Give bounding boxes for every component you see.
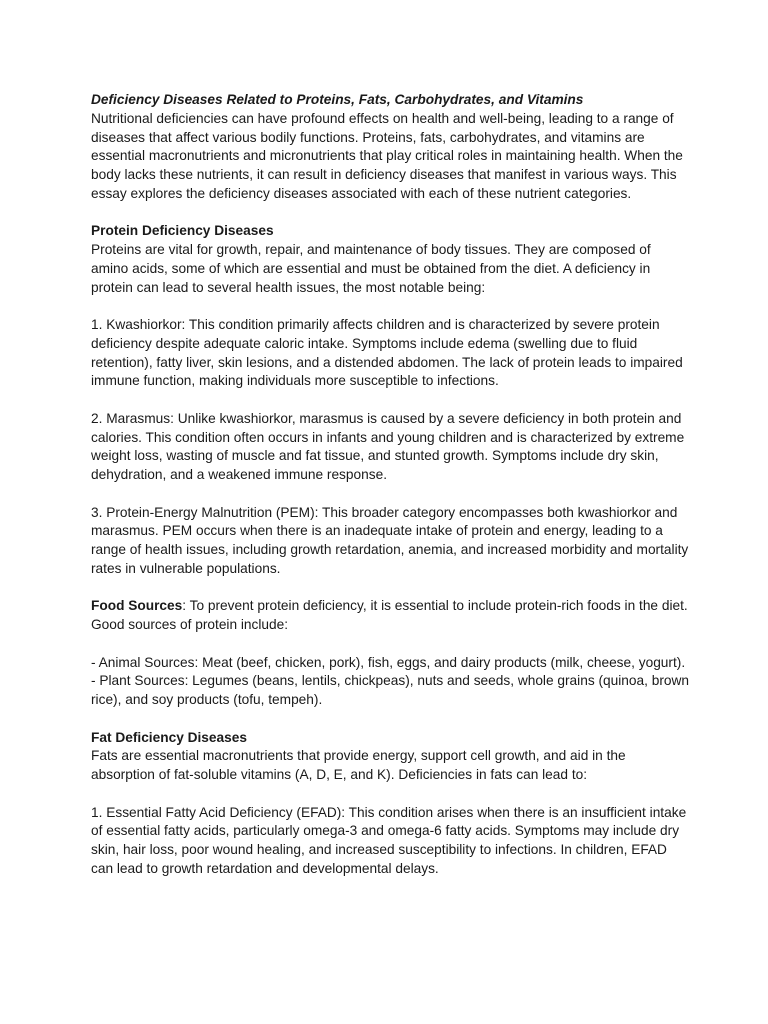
fat-intro-paragraph: Fats are essential macronutrients that provide energy, support cell growth, and aid in the absorption of fat-soluble vitamins (A, D, E, and K). Deficiencies in fats can lead to: — [91, 748, 626, 782]
protein-intro-paragraph: Proteins are vital for growth, repair, and maintenance of body tissues. They are composed of amino acids, some of which are essential and must be obtained from the diet. A deficiency in protein can lead to several health issues, the most notable being: — [91, 242, 651, 295]
intro-paragraph: Nutritional deficiencies can have profound effects on health and well-being, leading to a range of diseases that affect various bodily functions. Proteins, fats, carbohydrates, and vitamins are essential macronutrients and micronutrients that play critical roles in maintaining health. When the body lacks these nutrients, it can result in deficiency diseases that manifest in various ways. This essay explores the deficiency diseases associated with each of these nutrient categories. — [91, 110, 683, 201]
protein-section-heading: Protein Deficiency Diseases — [91, 223, 274, 239]
efad-paragraph: 1. Essential Fatty Acid Deficiency (EFAD): This condition arises when there is an insufficient intake of essential fatty acids, particularly omega-3 and omega-6 fatty acids. Symptoms may include dry skin, hair loss, poor wound healing, and increased susceptibility to infections. In children, EFAD can lead to growth retardation and developmental delays. — [91, 804, 687, 876]
food-sources-text: : To prevent protein deficiency, it is essential to include protein-rich foods in the diet. Good sources of protein include: — [91, 598, 688, 632]
kwashiorkor-paragraph: 1. Kwashiorkor: This condition primarily affects children and is characterized by severe protein deficiency despite adequate caloric intake. Symptoms include edema (swelling due to fluid retention), fatty liver, skin lesions, and a distended abdomen. The lack of protein leads to impaired immune function, making individuals more susceptible to infections. — [91, 317, 683, 389]
document-title: Deficiency Diseases Related to Proteins, Fats, Carbohydrates, and Vitamins — [91, 92, 584, 107]
plant-sources-item: - Plant Sources: Legumes (beans, lentils, chickpeas), nuts and seeds, whole grains (quinoa, brown rice), and soy products (tofu, tempeh). — [91, 673, 690, 707]
fat-intro-block — [91, 729, 691, 785]
pem-paragraph: 3. Protein-Energy Malnutrition (PEM): This broader category encompasses both kwashiorkor and marasmus. PEM occurs when there is an inadequate intake of protein and energy, leading to a range of health issues, including growth retardation, anemia, and increased morbidity and mortality rates in vulnerable populations. — [91, 504, 689, 576]
food-sources-label: Food Sources — [91, 598, 183, 614]
animal-sources-item: - Animal Sources: Meat (beef, chicken, pork), fish, eggs, and dairy products (milk, cheese, yogurt). — [91, 654, 686, 670]
fat-section-heading: Fat Deficiency Diseases — [91, 729, 247, 745]
protein-intro-block — [91, 222, 691, 297]
food-sources-paragraph — [91, 597, 691, 635]
intro-block — [91, 91, 691, 204]
sources-list — [91, 654, 691, 710]
marasmus-paragraph: 2. Marasmus: Unlike kwashiorkor, marasmus is caused by a severe deficiency in both protein and calories. This condition often occurs in infants and young children and is characterized by extreme weight loss, wasting of muscle and fat tissue, and stunted growth. Symptoms include dry skin, dehydration, and a weakened immune response. — [91, 410, 685, 482]
document-body — [91, 91, 691, 897]
